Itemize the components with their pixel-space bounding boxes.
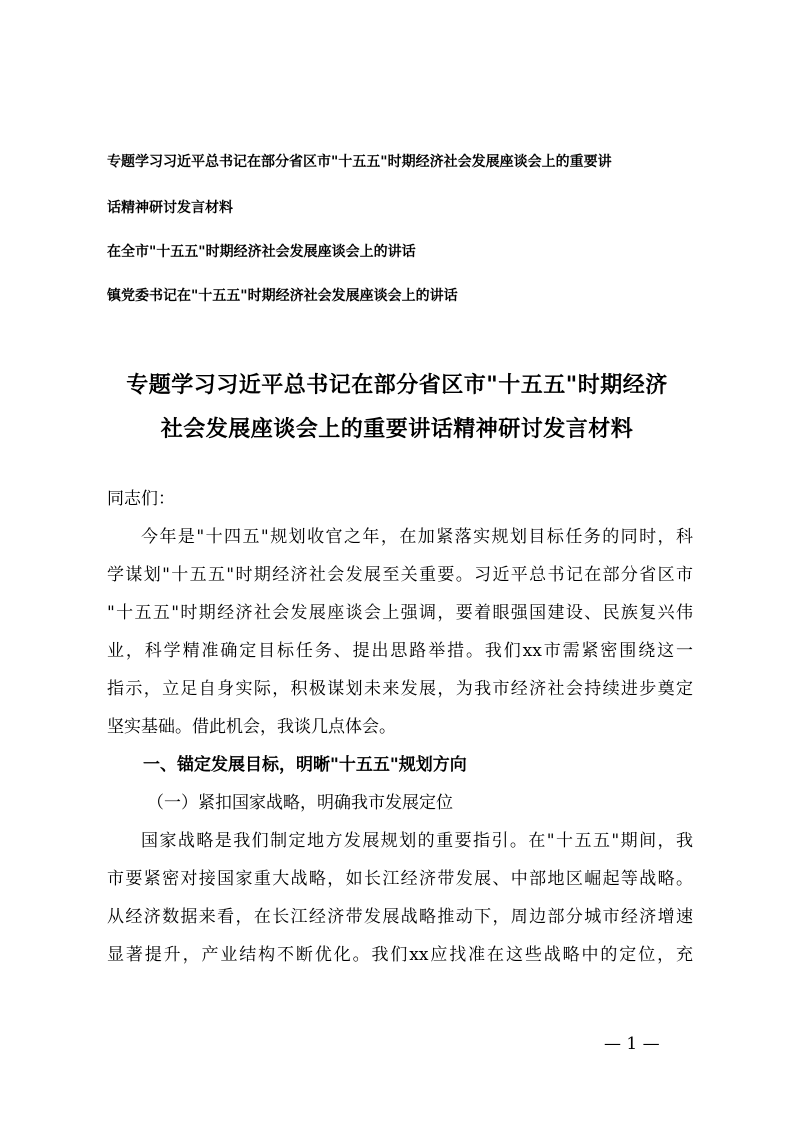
paragraph-line: 业，科学精准确定目标任务、提出思路举措。我们xx市需紧密围绕这一 [107, 641, 693, 661]
paragraph-line: 从经济数据来看，在长江经济带发展战略推动下，周边部分城市经济增速 [107, 907, 693, 927]
toc-item[interactable]: 在全市"十五五"时期经济社会发展座谈会上的讲话 [107, 244, 416, 260]
paragraph-line: 国家战略是我们制定地方发展规划的重要指引。在"十五五"期间，我 [141, 831, 693, 851]
toc-item[interactable]: 镇党委书记在"十五五"时期经济社会发展座谈会上的讲话 [107, 288, 458, 304]
toc-item[interactable]: 话精神研讨发言材料 [107, 200, 233, 216]
paragraph-line: 今年是"十四五"规划收官之年，在加紧落实规划目标任务的同时，科 [141, 527, 693, 547]
page-number: — 1 — [604, 1034, 660, 1054]
greeting: 同志们： [107, 489, 175, 509]
paragraph-line: "十五五"时期经济社会发展座谈会上强调，要着眼强国建设、民族复兴伟 [107, 603, 693, 623]
subsection-heading: （一）紧扣国家战略，明确我市发展定位 [147, 793, 453, 813]
paragraph-line: 指示，立足自身实际，积极谋划未来发展，为我市经济社会持续进步奠定 [107, 679, 693, 699]
title-line-1: 专题学习习近平总书记在部分省区市"十五五"时期经济 [126, 373, 668, 398]
paragraph-line: 显著提升，产业结构不断优化。我们xx应找准在这些战略中的定位，充 [107, 945, 693, 965]
section-heading: 一、锚定发展目标，明晰"十五五"规划方向 [143, 755, 467, 775]
paragraph-line: 坚实基础。借此机会，我谈几点体会。 [107, 717, 396, 737]
title-line-2: 社会发展座谈会上的重要讲话精神研讨发言材料 [160, 417, 634, 442]
document-title [95, 364, 699, 452]
paragraph-line: 市要紧密对接国家重大战略，如长江经济带发展、中部地区崛起等战略。 [107, 869, 693, 889]
paragraph-line: 学谋划"十五五"时期经济社会发展至关重要。习近平总书记在部分省区市 [107, 565, 693, 585]
toc-item[interactable]: 专题学习习近平总书记在部分省区市"十五五"时期经济社会发展座谈会上的重要讲 [107, 154, 612, 170]
